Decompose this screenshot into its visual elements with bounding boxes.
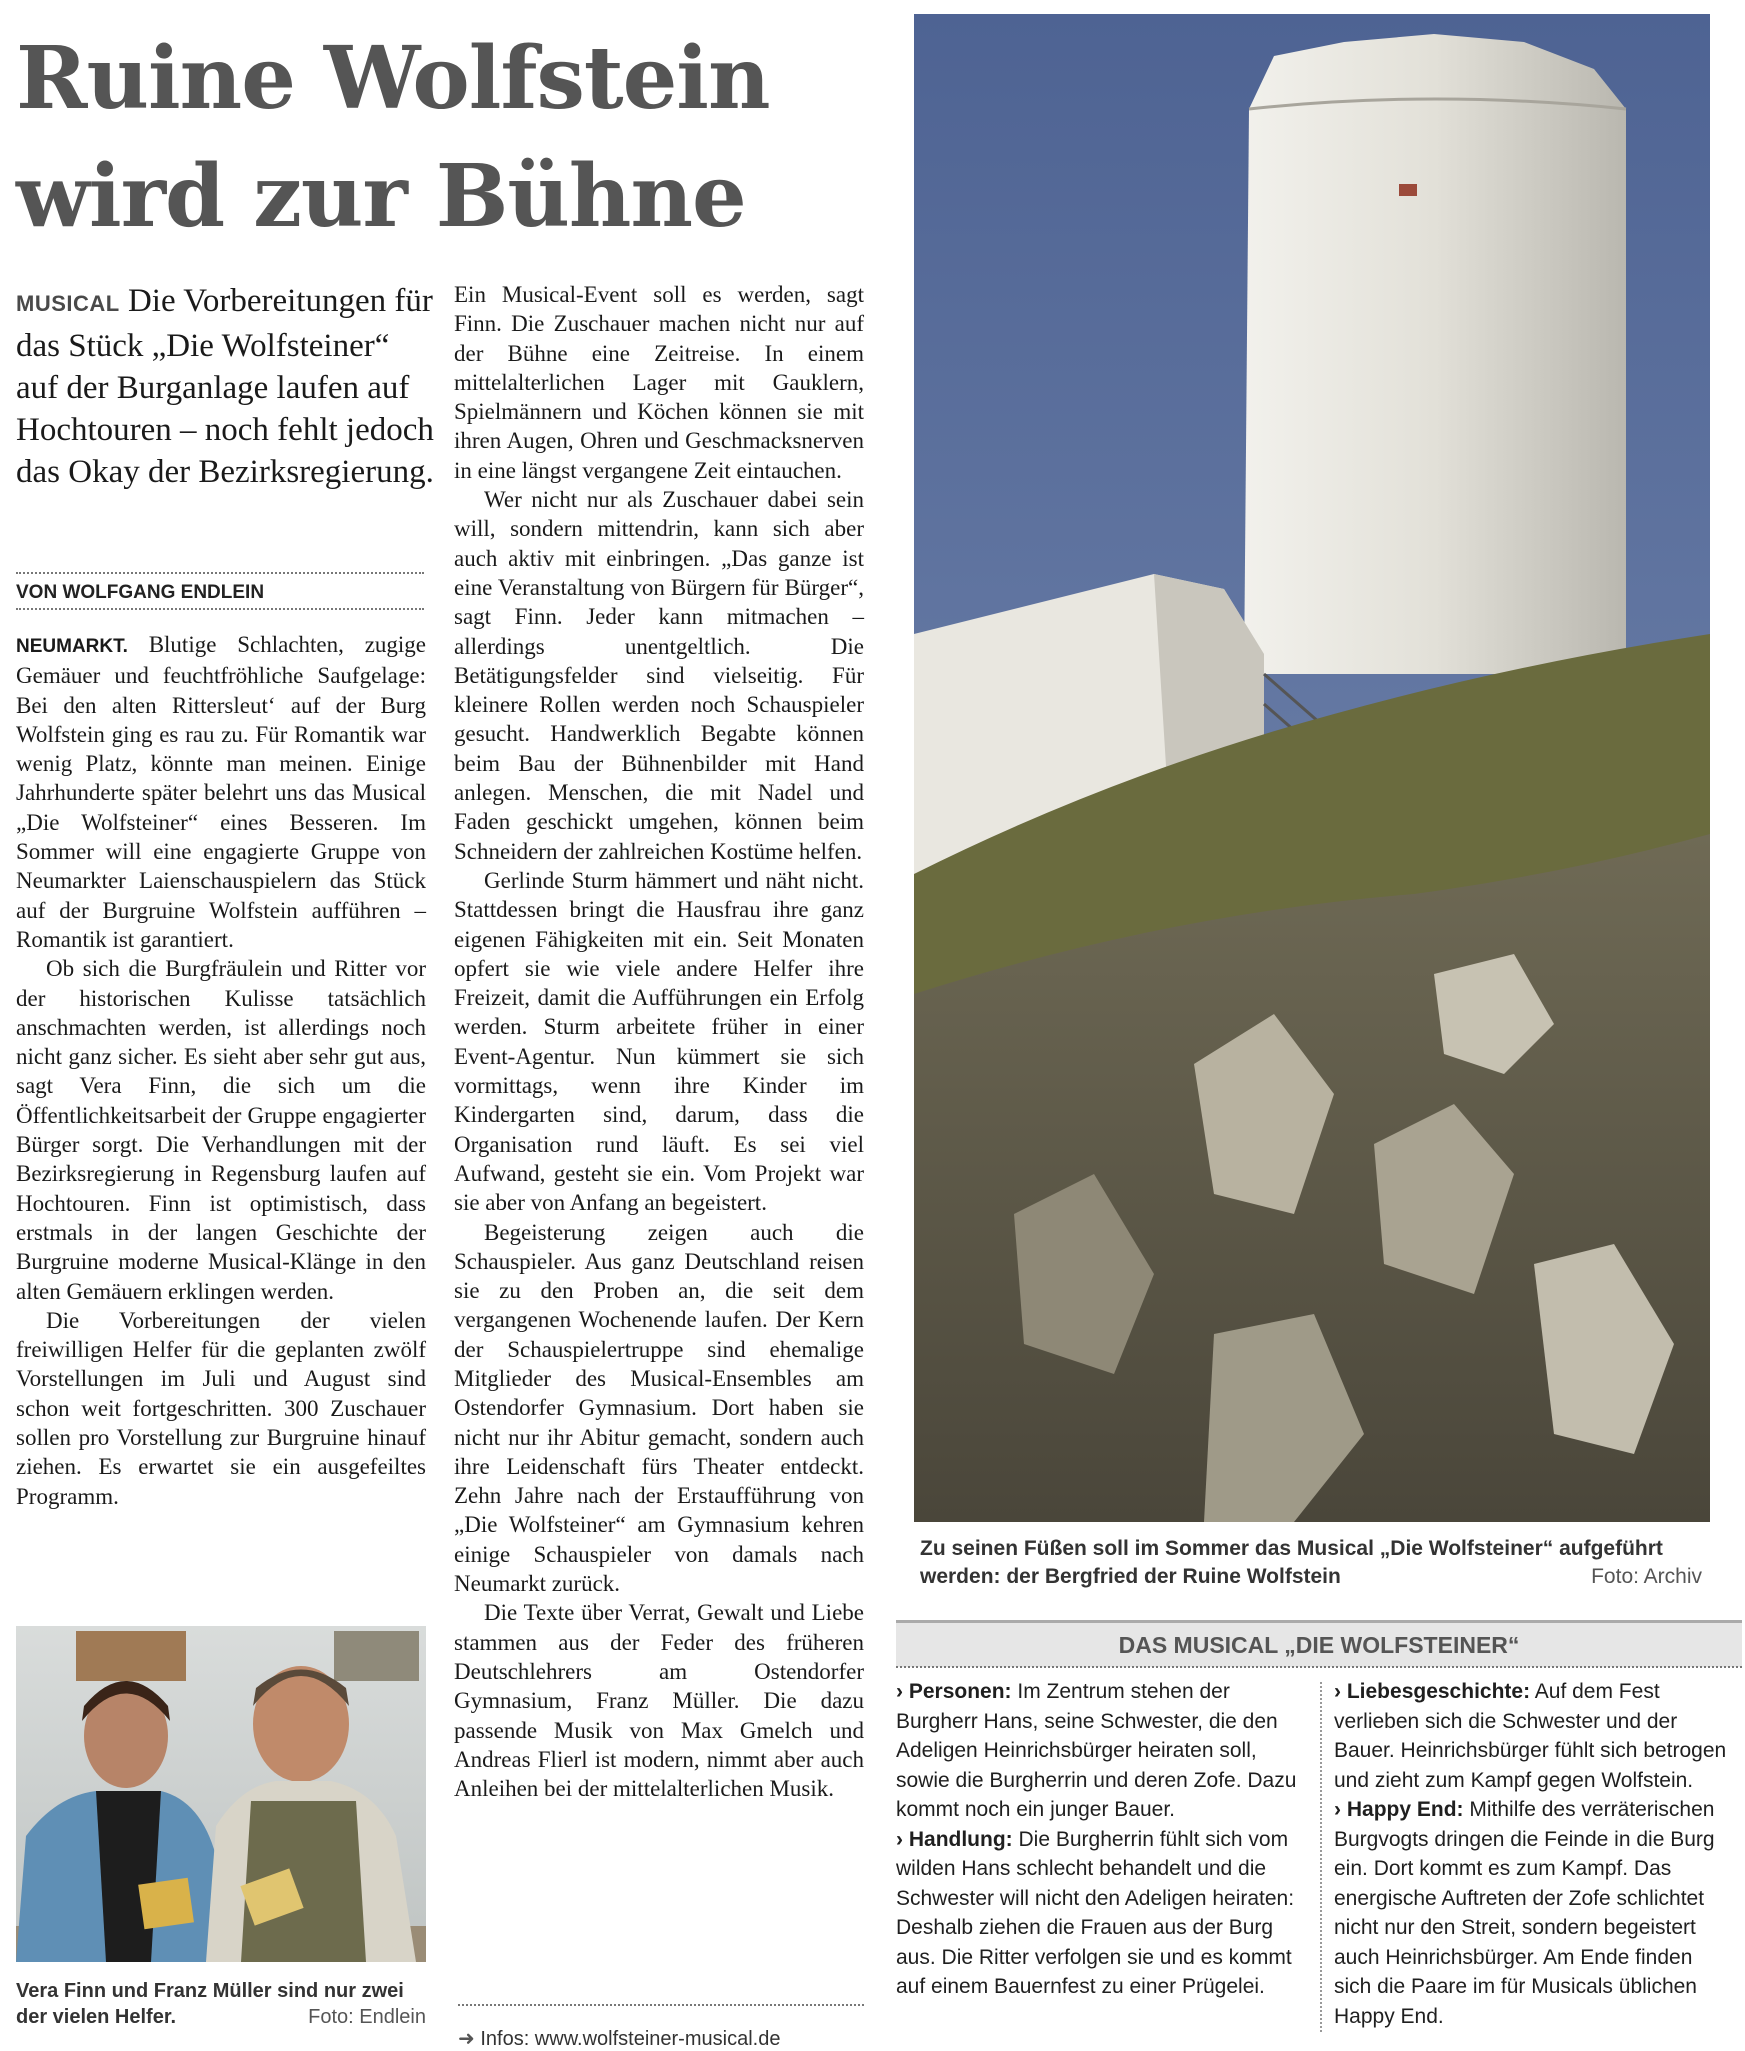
infos-text: Infos: www.wolfsteiner-musical.de	[480, 2028, 781, 2050]
entry-label: Happy End:	[1346, 1798, 1464, 1821]
entry-label: Handlung:	[908, 1827, 1013, 1851]
headline-line-2: wird zur Bühne	[16, 146, 746, 247]
article-column-2	[454, 280, 864, 1803]
castle-photo-image	[914, 14, 1710, 1522]
chevron-right-icon: ›	[896, 1680, 903, 1703]
infobox-entry	[896, 1677, 1306, 1825]
entry-label: Liebesgeschichte:	[1346, 1680, 1531, 1703]
arrow-right-icon: ➜	[458, 2028, 475, 2050]
caption-text: Vera Finn und Franz Müller sind nur zwei der vielen Helfer.	[16, 1980, 404, 2028]
infobox-column-1	[896, 1677, 1306, 2002]
chevron-right-icon: ›	[1334, 1798, 1341, 1821]
paragraph: Ein Musical-Event soll es werden, sagt Finn. Die Zuschauer machen nicht nur auf der Bühne eine Zeitreise. In einem mittelalterlichen Lager mit Gauklern, Spielmännern und Köchen können sie mit ihren Augen, Ohren und Geschmacksnerven in eine längst vergangene Zeit eintauchen.	[454, 282, 864, 483]
entry-label: Personen:	[908, 1680, 1012, 1703]
byline: VON WOLFGANG ENDLEIN	[16, 582, 265, 603]
castle-photo-caption	[920, 1535, 1720, 1591]
infobox-title: DAS MUSICAL „DIE WOLFSTEINER“	[896, 1620, 1742, 1667]
divider	[16, 572, 424, 574]
infobox-column-2	[1334, 1677, 1734, 2031]
entry-text: Mithilfe des verräterischen Burgvogts dringen die Feinde in die Burg ein. Dort kommt es zum Kampf. Das energische Auftreten der Zofe schlichtet nicht nur den Streit, sondern begeistert auch Heinrichsbürger. Am Ende finden sich die Paare im für Musicals üblichen Happy End.	[1334, 1798, 1715, 2028]
paragraph: Gerlinde Sturm hämmert und näht nicht. Stattdessen bringt die Hausfrau ihre ganz eigenen Fähigkeiten mit ein. Seit Monaten opfert sie wie viele andere Helfer ihre Freizeit, damit die Aufführungen ein Erfolg werden. Sturm arbeitete früher in einer Event-Agentur. Nun kümmert sie sich vormittags, wenn ihre Kinder im Kindergarten sind, darum, dass die Organisation rund läuft. Es sei viel Aufwand, gesteht sie ein. Vom Projekt war sie aber von Anfang an begeistert.	[454, 867, 864, 1216]
infobox-entry	[1334, 1795, 1734, 2031]
infos-link[interactable]	[458, 2026, 868, 2051]
teaser	[16, 280, 436, 493]
paragraph: Wer nicht nur als Zuschauer dabei sein will, sondern mittendrin, kann sich aber auch aktiv mit einbringen. „Das ganze ist eine Veranstaltung von Bürgern für Bürger“, sagt Finn. Jeder kann mitmachen – allerdings unentgeltlich. Die Betätigungsfelder sind vielseitig. Für kleinere Rollen werden noch Schauspieler gesucht. Handwerklich Begabte können beim Bau der Bühnenbilder mit Hand anlegen. Menschen, die mit Nadel und Faden geschickt umgehen, können beim Schneidern der zahlreichen Kostüme helfen.	[454, 487, 864, 864]
entry-text: Im Zentrum stehen der Burgherr Hans, seine Schwester, die den Adeligen Heinrichsbürger heiraten soll, sowie die Burgherrin und deren Zofe. Dazu kommt noch ein junger Bauer.	[896, 1680, 1297, 1821]
castle-photo	[914, 14, 1710, 1522]
helpers-photo	[16, 1626, 426, 1962]
headline-line-1: Ruine Wolfstein	[16, 28, 770, 129]
infobox-entry	[1334, 1677, 1734, 1795]
teaser-text: Die Vorbereitungen für das Stück „Die Wolfsteiner“ auf der Burganlage laufen auf Hochtouren – noch fehlt jedoch das Okay der Bezirksregierung.	[16, 283, 434, 490]
paragraph	[16, 630, 426, 954]
photo-credit: Foto: Endlein	[308, 2006, 426, 2028]
dateline: NEUMARKT.	[16, 636, 128, 657]
paragraph: Die Vorbereitungen der vielen freiwilligen Helfer für die geplanten zwölf Vorstellungen im Juli und August sind schon weit fortgeschritten. 300 Zuschauer sollen pro Vorstellung zur Burgruine hinauf ziehen. Es erwartet sie ein ausgefeiltes Programm.	[16, 1307, 426, 1509]
paragraph: Begeisterung zeigen auch die Schauspieler. Aus ganz Deutschland reisen sie zu den Proben an, die seit dem vergangenen Wochenende laufen. Der Kern der Schauspielertruppe sind ehemalige Mitglieder des Musical-Ensembles am Ostendorfer Gymnasium. Dort haben sie nicht nur ihr Abitur gemacht, sondern auch ihre Leidenschaft fürs Theater entdeckt. Zehn Jahre nach der Erstaufführung von „Die Wolfsteiner“ am Gymnasium kehren einige Schauspieler von damals nach Neumarkt zurück.	[454, 1219, 864, 1597]
column-divider	[1320, 1682, 1322, 2032]
chevron-right-icon: ›	[896, 1827, 903, 1851]
entry-text: Die Burgherrin fühlt sich vom wilden Hans schlecht behandelt und die Schwester will nicht den Adeligen heiraten: Deshalb ziehen die Frauen aus der Burg aus. Die Ritter verfolgen sie und es kommt auf einem Bauernfest zu einer Prügelei.	[896, 1827, 1295, 1998]
chevron-right-icon: ›	[1334, 1680, 1341, 1703]
entry-text: Auf dem Fest verlieben sich die Schwester und der Bauer. Heinrichsbürger fühlt sich betrogen und zieht zum Kampf gegen Wolfstein.	[1334, 1680, 1727, 1792]
paragraph: Die Texte über Verrat, Gewalt und Liebe stammen aus der Feder des früheren Deutschlehrers am Ostendorfer Gymnasium, Franz Müller. Die dazu passende Musik von Max Gmelch und Andreas Flierl ist modern, nimmt aber auch Anleihen bei der mittelalterlichen Musik.	[454, 1600, 864, 1802]
caption-text: Zu seinen Füßen soll im Sommer das Musical „Die Wolfsteiner“ aufgeführt werden: der Bergfried der Ruine Wolfstein	[920, 1537, 1663, 1588]
helpers-photo-caption	[16, 1978, 426, 2030]
paragraph: Ob sich die Burgfräulein und Ritter vor der historischen Kulisse tatsächlich anschmachten werden, ist allerdings noch nicht ganz sicher. Es sieht aber sehr gut aus, sagt Vera Finn, die sich um die Öffentlichkeitsarbeit der Gruppe engagierter Bürger sorgt. Die Verhandlungen mit der Bezirksregierung in Regensburg laufen auf Hochtouren. Finn ist optimistisch, dass erstmals in der langen Geschichte der Burgruine moderne Musical-Klänge in den alten Gemäuern erklingen werden.	[16, 956, 426, 1304]
kicker: MUSICAL	[16, 291, 120, 316]
divider	[896, 1666, 1742, 1668]
infobox-entry	[896, 1825, 1306, 2002]
divider	[16, 608, 424, 610]
headline	[16, 20, 896, 256]
article-column-1	[16, 630, 426, 1511]
helpers-photo-image	[16, 1626, 426, 1962]
paragraph-text: Blutige Schlachten, zugige Gemäuer und feuchtfröhliche Saufgelage: Bei den alten Rittersleut‘ auf der Burg Wolfstein ging es rau zu. Für Romantik war wenig Platz, könnte man meinen. Einige Jahrhunderte später belehrt uns das Musical „Die Wolfsteiner“ eines Besseren. Im Sommer will eine engagierte Gruppe von Neumarkter Laienschauspielern das Stück auf der Burgruine Wolfstein aufführen – Romantik ist garantiert.	[16, 632, 427, 952]
divider	[458, 2004, 864, 2006]
photo-credit: Foto: Archiv	[1591, 1565, 1702, 1588]
